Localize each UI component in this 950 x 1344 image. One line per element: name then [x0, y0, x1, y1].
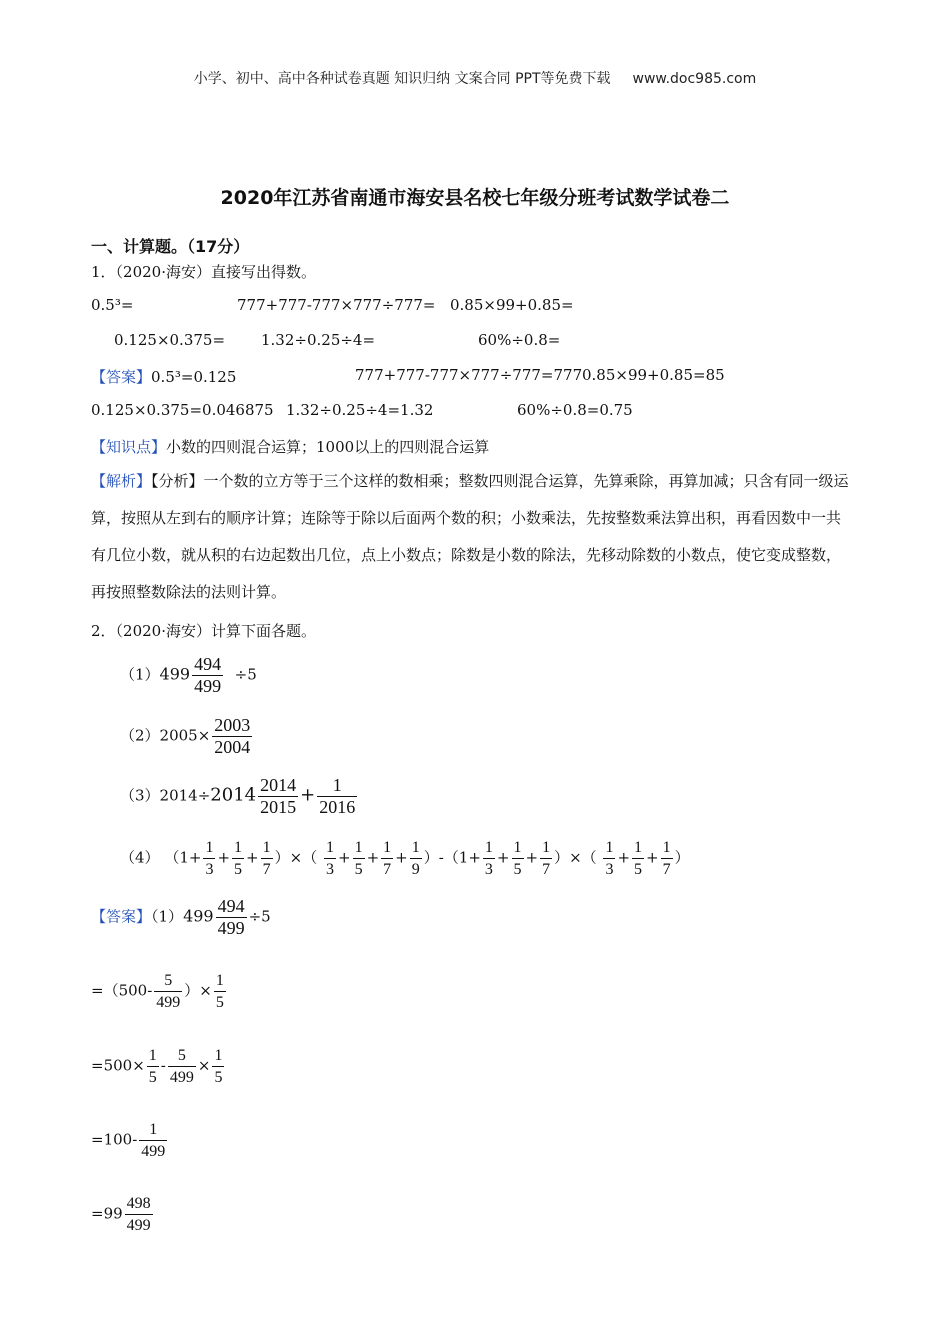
denominator: 3	[484, 861, 493, 878]
q1-answer: 1.32÷0.25÷4=1.32	[286, 401, 434, 419]
operator-text: 2005×	[159, 726, 211, 745]
q1-answer: 777+777-777×777÷777=777	[355, 366, 583, 384]
operator-text: ）	[674, 848, 690, 867]
numerator: 1	[410, 837, 422, 859]
denominator: 3	[605, 861, 614, 878]
q1-item: 60%÷0.8=	[478, 331, 561, 349]
plus-sign: +	[217, 848, 231, 867]
operator-text: =（500-	[91, 981, 153, 1000]
page-header	[0, 68, 950, 88]
part-label: （3）	[120, 786, 160, 805]
numerator: 1	[381, 837, 393, 859]
q1-item: 1.32÷0.25÷4=	[261, 331, 376, 349]
numerator: 1	[603, 837, 615, 859]
operator-text: ）	[554, 848, 570, 867]
fraction	[139, 1119, 167, 1162]
numerator: 1	[512, 837, 524, 859]
knowledge-point-text: 小数的四则混合运算；1000以上的四则混合运算	[166, 438, 490, 456]
plus-sign: +	[366, 848, 380, 867]
whole-number: 499	[159, 664, 191, 684]
operator-text: -	[160, 1056, 166, 1075]
q1-item: 0.125×0.375=	[114, 331, 226, 349]
numerator: 1	[632, 837, 644, 859]
operator-text: ）×	[184, 981, 212, 1000]
denominator: 499	[126, 1217, 151, 1234]
numerator: 1	[203, 837, 215, 859]
numerator: 1	[540, 837, 552, 859]
fraction	[168, 1045, 196, 1088]
fraction	[232, 837, 244, 880]
fraction	[147, 1045, 159, 1088]
numerator: 1	[214, 970, 226, 992]
fraction	[324, 837, 336, 880]
denominator: 3	[205, 861, 214, 878]
fraction	[261, 837, 273, 880]
numerator: 1	[261, 837, 273, 859]
q1-answer: 60%÷0.8=0.75	[517, 401, 633, 419]
knowledge-point	[91, 436, 489, 457]
denominator: 499	[141, 1143, 166, 1160]
denominator: 3	[325, 861, 334, 878]
numerator: 5	[154, 970, 182, 992]
fraction	[203, 837, 215, 880]
operator-text: （1+	[164, 848, 202, 867]
numerator: 1	[661, 837, 673, 859]
part-label: （4）	[120, 848, 160, 867]
answer-tag: 【答案】	[91, 907, 152, 926]
q2-answer-step-1	[91, 896, 271, 939]
q1-answer: 0.85×99+0.85=85	[582, 366, 725, 384]
operator-text: =500×	[91, 1056, 145, 1075]
q2-part-4	[120, 837, 690, 880]
denominator: 7	[662, 861, 671, 878]
q2-answer-step-4	[91, 1119, 169, 1162]
fraction	[540, 837, 552, 880]
denominator: 5	[513, 861, 522, 878]
operator-text: 2014÷	[159, 786, 211, 805]
numerator: 494	[194, 654, 222, 674]
operator-text: ×（	[569, 848, 597, 867]
q1-item: 0.85×99+0.85=	[450, 296, 574, 314]
q2-part-3	[120, 775, 359, 818]
denominator: 5	[148, 1069, 157, 1086]
numerator: 5	[168, 1045, 196, 1067]
plus-sign: +	[246, 848, 259, 867]
q2-answer-step-5	[91, 1193, 155, 1236]
operator-text: ×（	[289, 848, 318, 867]
denominator: 5	[234, 861, 243, 878]
fraction	[603, 837, 615, 880]
fraction	[212, 1045, 224, 1088]
operator-text: -（1+	[438, 848, 481, 867]
fraction	[216, 896, 247, 939]
q1-answer: 0.5³=0.125	[151, 368, 237, 386]
operator-text: ×	[197, 1056, 211, 1075]
denominator: 7	[542, 861, 551, 878]
fraction	[214, 970, 226, 1013]
fraction	[317, 775, 357, 818]
numerator: 1	[232, 837, 244, 859]
numerator: 498	[125, 1193, 153, 1215]
knowledge-point-tag: 【知识点】	[91, 438, 167, 456]
fraction	[632, 837, 644, 880]
denominator: 5	[634, 861, 643, 878]
numerator: 494	[217, 896, 245, 916]
plus-sign: +	[496, 848, 510, 867]
operator-text: =100-	[91, 1130, 138, 1149]
fraction	[512, 837, 524, 880]
fraction	[258, 775, 298, 818]
fraction	[381, 837, 393, 880]
denominator: 499	[217, 918, 245, 938]
fraction	[192, 654, 223, 697]
q2-answer-step-2	[91, 970, 228, 1013]
q1-stem: 1．（2020·海安）直接写出得数。	[91, 263, 316, 281]
q2-stem: 2．（2020·海安）计算下面各题。	[91, 622, 316, 640]
plus-sign: +	[646, 848, 659, 867]
numerator: 1	[317, 775, 357, 797]
denominator: 7	[383, 861, 392, 878]
fraction	[212, 715, 252, 758]
denominator: 5	[354, 861, 363, 878]
denominator: 5	[214, 1069, 223, 1086]
fraction	[483, 837, 495, 880]
header-tagline: 小学、初中、高中各种试卷真题 知识归纳 文案合同 PPT等免费下载	[193, 71, 611, 87]
q2-answer-step-3	[91, 1045, 226, 1088]
fraction	[661, 837, 673, 880]
numerator: 1	[212, 1045, 224, 1067]
numerator: 1	[139, 1119, 167, 1141]
numerator: 1	[483, 837, 495, 859]
analysis-tag: 【解析】	[91, 472, 152, 490]
header-site-link[interactable]: www.doc985.com	[632, 71, 757, 87]
analysis-paragraph	[91, 463, 851, 611]
part-label: （1）	[120, 665, 160, 684]
fraction	[125, 1193, 153, 1236]
denominator: 9	[411, 861, 420, 878]
operator-text: ）	[274, 848, 290, 867]
q2-part-2	[120, 715, 254, 758]
fraction	[154, 970, 182, 1013]
operator-text: ）	[423, 848, 439, 867]
q2-part-1	[120, 654, 257, 697]
denominator: 499	[194, 676, 222, 696]
numerator: 2003	[214, 715, 251, 735]
numerator: 1	[147, 1045, 159, 1067]
denominator: 7	[262, 861, 271, 878]
q1-item: 0.5³=	[91, 296, 134, 314]
section-heading: 一、计算题。（17分）	[91, 237, 250, 256]
part-label: （1）	[151, 907, 184, 926]
plus-sign: +	[525, 848, 539, 867]
denominator: 2004	[214, 737, 251, 757]
whole-number: 499	[183, 906, 214, 926]
page-title: 2020年江苏省南通市海安县名校七年级分班考试数学试卷二	[220, 187, 730, 209]
numerator: 1	[353, 837, 365, 859]
plus-sign: +	[617, 848, 631, 867]
denominator: 2016	[319, 797, 356, 817]
analysis-text: 【分析】一个数的立方等于三个这样的数相乘；整数四则混合运算，先算乘除，再算加减；只含有同一级运算，按照从左到右的顺序计算；连除等于除以后面两个数的积；小数乘法，先按整数乘法算出积，再看因数中一共有几位小数，就从积的右边起数出几位，点上小数点；除数是小数的除法，先移动除数的小数点，使它变成整数，再按照整数除法的法则计算。	[91, 472, 849, 601]
plus-sign: +	[337, 848, 351, 867]
denominator: 2015	[260, 797, 297, 817]
denominator: 5	[215, 994, 224, 1011]
plus-sign: +	[300, 784, 316, 806]
answer-tag: 【答案】	[91, 368, 152, 386]
q1-item: 777+777-777×777÷777=	[237, 296, 436, 314]
plus-sign: +	[395, 848, 408, 867]
denominator: 499	[156, 994, 181, 1011]
operator-text: ÷5	[234, 665, 257, 684]
q1-answer-line	[91, 366, 236, 387]
operator-text: ÷5	[248, 907, 271, 926]
numerator: 1	[324, 837, 336, 859]
part-label: （2）	[120, 726, 160, 745]
whole-number: 2014	[210, 784, 257, 806]
fraction	[410, 837, 422, 880]
denominator: 499	[169, 1069, 194, 1086]
operator-text: =99	[91, 1204, 123, 1223]
q1-answer: 0.125×0.375=0.046875	[91, 401, 274, 419]
numerator: 2014	[260, 775, 297, 795]
fraction	[353, 837, 365, 880]
